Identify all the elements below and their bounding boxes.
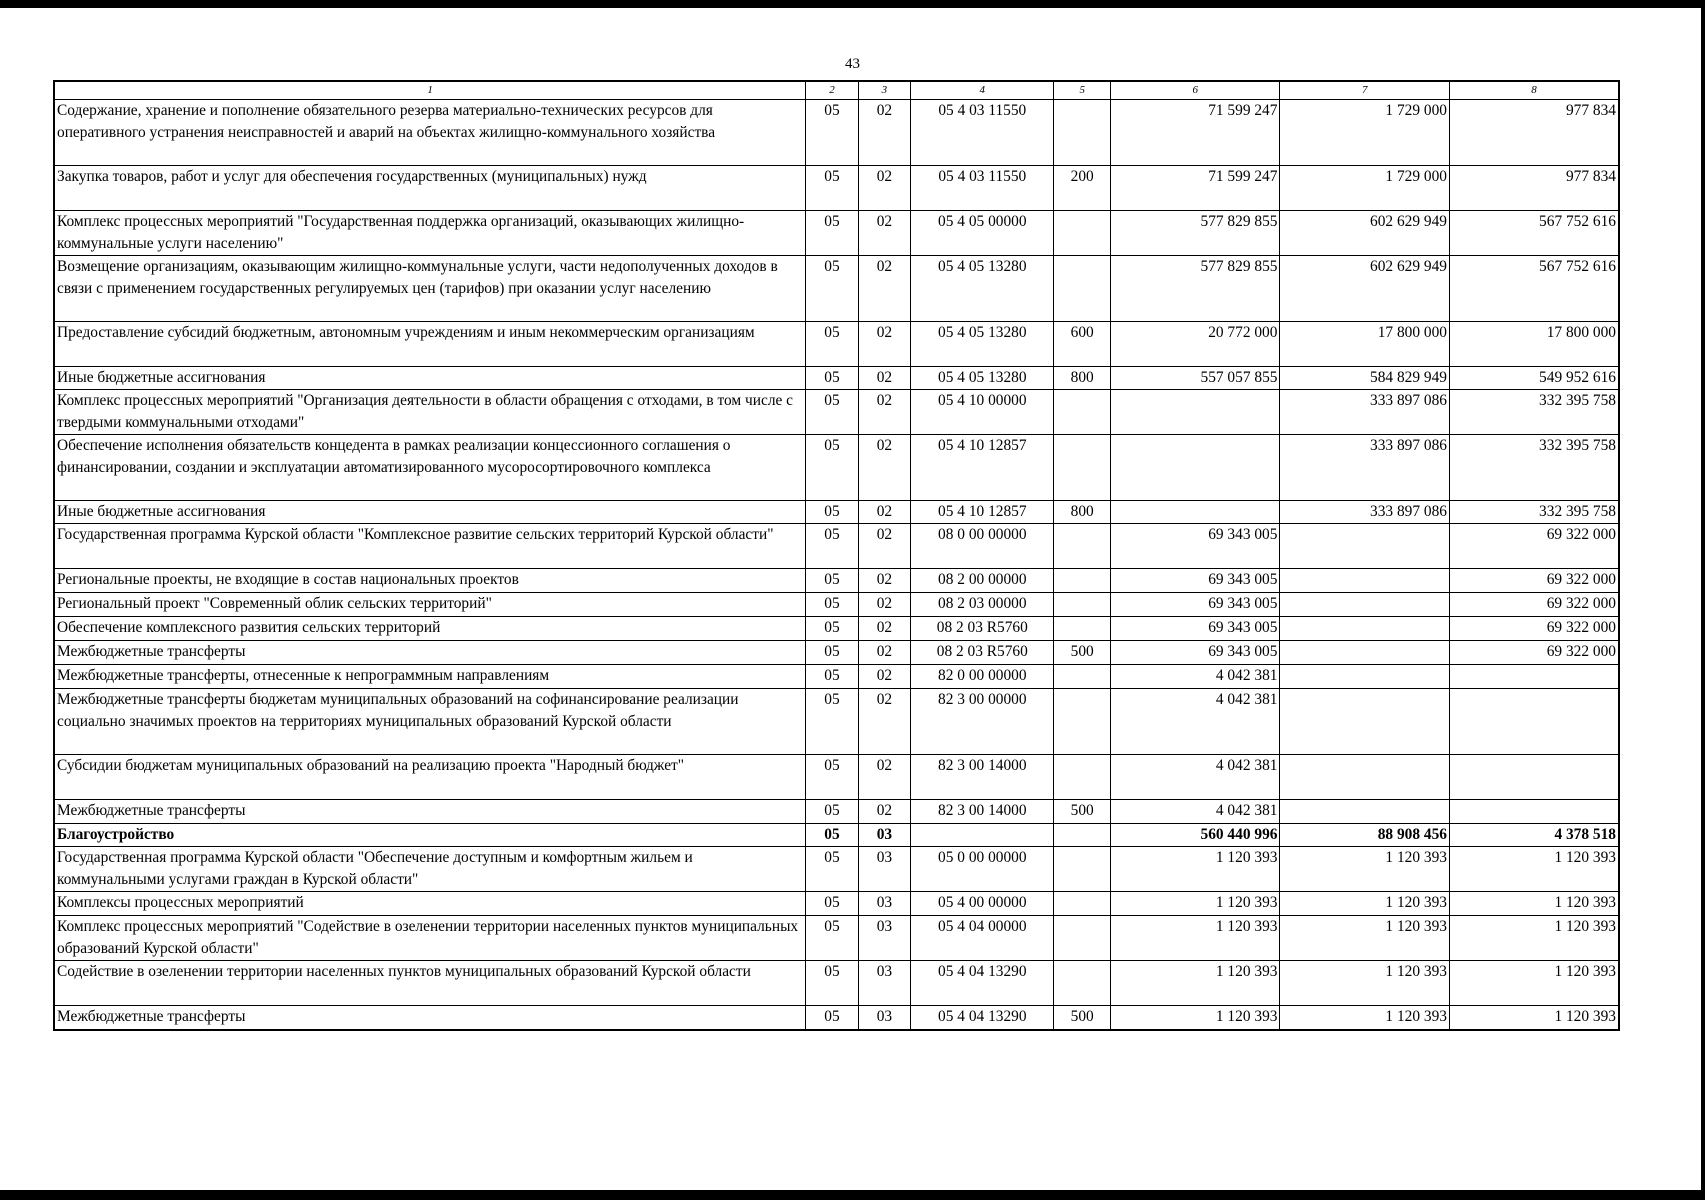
cell-subsection: 02 <box>858 524 910 569</box>
cell-section: 05 <box>806 593 858 617</box>
cell-amount-col8 <box>1449 755 1619 800</box>
cell-amount-col8: 1 120 393 <box>1449 892 1619 916</box>
cell-amount-col7: 1 120 393 <box>1280 847 1450 892</box>
cell-amount-col8: 977 834 <box>1449 100 1619 166</box>
cell-subsection: 02 <box>858 569 910 593</box>
cell-amount-col6: 69 343 005 <box>1110 641 1280 665</box>
cell-target-article: 05 4 04 00000 <box>911 916 1054 961</box>
cell-name: Предоставление субсидий бюджетным, автономным учреждениям и иным некоммерческим организациям <box>54 322 806 367</box>
table-row <box>54 390 1619 435</box>
cell-name: Иные бюджетные ассигнования <box>54 367 806 390</box>
cell-amount-col6: 560 440 996 <box>1110 824 1280 847</box>
cell-name: Государственная программа Курской области "Комплексное развитие сельских территорий Курской области" <box>54 524 806 569</box>
cell-amount-col7 <box>1280 569 1450 593</box>
table-row <box>54 617 1619 641</box>
cell-name: Межбюджетные трансферты бюджетам муниципальных образований на софинансирование реализации социально значимых проектов на территориях муниципальных образований Курской области <box>54 689 806 755</box>
table-row <box>54 322 1619 367</box>
cell-amount-col8 <box>1449 689 1619 755</box>
column-number-header-row <box>54 81 1619 100</box>
cell-amount-col8: 567 752 616 <box>1449 211 1619 256</box>
cell-target-article <box>911 824 1054 847</box>
cell-section: 05 <box>806 1006 858 1030</box>
cell-subsection: 02 <box>858 593 910 617</box>
cell-name: Субсидии бюджетам муниципальных образований на реализацию проекта "Народный бюджет" <box>54 755 806 800</box>
cell-expense-type <box>1054 847 1111 892</box>
cell-amount-col7: 88 908 456 <box>1280 824 1450 847</box>
cell-amount-col8: 567 752 616 <box>1449 256 1619 322</box>
cell-expense-type <box>1054 689 1111 755</box>
cell-expense-type <box>1054 961 1111 1006</box>
cell-name: Комплекс процессных мероприятий "Государственная поддержка организаций, оказывающих жилищно-коммунальные услуги населению" <box>54 211 806 256</box>
cell-target-article: 08 2 03 R5760 <box>911 617 1054 641</box>
cell-section: 05 <box>806 256 858 322</box>
cell-amount-col7: 602 629 949 <box>1280 256 1450 322</box>
table-row <box>54 847 1619 892</box>
cell-name: Региональные проекты, не входящие в состав национальных проектов <box>54 569 806 593</box>
table-row <box>54 100 1619 166</box>
cell-section: 05 <box>806 569 858 593</box>
scan-border-right <box>1701 0 1705 1200</box>
cell-expense-type <box>1054 617 1111 641</box>
cell-amount-col6: 4 042 381 <box>1110 755 1280 800</box>
cell-expense-type <box>1054 524 1111 569</box>
cell-expense-type <box>1054 435 1111 501</box>
cell-section: 05 <box>806 501 858 524</box>
cell-amount-col6: 1 120 393 <box>1110 847 1280 892</box>
header-col-3: 3 <box>858 81 910 100</box>
cell-expense-type <box>1054 569 1111 593</box>
cell-name: Обеспечение комплексного развития сельских территорий <box>54 617 806 641</box>
cell-amount-col6: 577 829 855 <box>1110 256 1280 322</box>
table-row <box>54 824 1619 847</box>
header-col-1: 1 <box>54 81 806 100</box>
cell-amount-col8: 69 322 000 <box>1449 617 1619 641</box>
table-row <box>54 593 1619 617</box>
cell-section: 05 <box>806 166 858 211</box>
table-row <box>54 755 1619 800</box>
cell-name: Государственная программа Курской области "Обеспечение доступным и комфортным жильем и коммунальными услугами граждан в Курской области" <box>54 847 806 892</box>
cell-expense-type: 500 <box>1054 800 1111 824</box>
cell-amount-col7: 602 629 949 <box>1280 211 1450 256</box>
cell-expense-type: 800 <box>1054 501 1111 524</box>
cell-target-article: 05 4 05 00000 <box>911 211 1054 256</box>
cell-subsection: 02 <box>858 665 910 689</box>
table-row <box>54 211 1619 256</box>
cell-subsection: 03 <box>858 892 910 916</box>
cell-section: 05 <box>806 100 858 166</box>
cell-expense-type <box>1054 916 1111 961</box>
cell-amount-col7: 1 729 000 <box>1280 100 1450 166</box>
cell-target-article: 05 4 04 13290 <box>911 1006 1054 1030</box>
cell-expense-type: 800 <box>1054 367 1111 390</box>
cell-amount-col8: 1 120 393 <box>1449 961 1619 1006</box>
cell-subsection: 03 <box>858 961 910 1006</box>
cell-amount-col7: 1 120 393 <box>1280 892 1450 916</box>
cell-name: Содержание, хранение и пополнение обязательного резерва материально-технических ресурсов для оперативного устранения неисправностей и аварий на объектах жилищно-коммунального хозяйства <box>54 100 806 166</box>
cell-name: Региональный проект "Современный облик сельских территорий" <box>54 593 806 617</box>
cell-expense-type <box>1054 665 1111 689</box>
cell-target-article: 82 0 00 00000 <box>911 665 1054 689</box>
cell-amount-col8: 69 322 000 <box>1449 593 1619 617</box>
cell-amount-col6: 4 042 381 <box>1110 689 1280 755</box>
cell-section: 05 <box>806 847 858 892</box>
cell-target-article: 08 2 00 00000 <box>911 569 1054 593</box>
budget-table <box>53 80 1620 1031</box>
cell-amount-col7: 1 120 393 <box>1280 1006 1450 1030</box>
cell-amount-col7: 333 897 086 <box>1280 435 1450 501</box>
cell-subsection: 02 <box>858 641 910 665</box>
cell-amount-col6: 1 120 393 <box>1110 892 1280 916</box>
cell-subsection: 02 <box>858 755 910 800</box>
page-number <box>0 56 1705 73</box>
cell-expense-type <box>1054 593 1111 617</box>
table-row <box>54 916 1619 961</box>
cell-amount-col7: 17 800 000 <box>1280 322 1450 367</box>
table-row <box>54 892 1619 916</box>
cell-amount-col6: 4 042 381 <box>1110 800 1280 824</box>
cell-subsection: 02 <box>858 800 910 824</box>
cell-amount-col8: 977 834 <box>1449 166 1619 211</box>
cell-amount-col6: 577 829 855 <box>1110 211 1280 256</box>
cell-amount-col8: 332 395 758 <box>1449 390 1619 435</box>
cell-target-article: 05 4 00 00000 <box>911 892 1054 916</box>
cell-amount-col6: 1 120 393 <box>1110 916 1280 961</box>
cell-section: 05 <box>806 524 858 569</box>
cell-amount-col7: 333 897 086 <box>1280 501 1450 524</box>
cell-amount-col8: 17 800 000 <box>1449 322 1619 367</box>
table-row <box>54 1006 1619 1030</box>
table-row <box>54 524 1619 569</box>
cell-amount-col7 <box>1280 689 1450 755</box>
cell-expense-type <box>1054 824 1111 847</box>
cell-target-article: 82 3 00 14000 <box>911 755 1054 800</box>
cell-name: Обеспечение исполнения обязательств концедента в рамках реализации концессионного соглашения о финансировании, создании и эксплуатации автоматизированного мусоросортировочного комплекса <box>54 435 806 501</box>
cell-subsection: 02 <box>858 100 910 166</box>
cell-amount-col7 <box>1280 665 1450 689</box>
table-row <box>54 641 1619 665</box>
table-row <box>54 961 1619 1006</box>
cell-section: 05 <box>806 961 858 1006</box>
table-row <box>54 665 1619 689</box>
cell-amount-col6: 69 343 005 <box>1110 593 1280 617</box>
cell-amount-col8: 69 322 000 <box>1449 569 1619 593</box>
cell-amount-col7: 1 120 393 <box>1280 961 1450 1006</box>
cell-amount-col6 <box>1110 390 1280 435</box>
cell-subsection: 03 <box>858 1006 910 1030</box>
header-col-8: 8 <box>1449 81 1619 100</box>
cell-subsection: 02 <box>858 211 910 256</box>
cell-section: 05 <box>806 641 858 665</box>
cell-amount-col8: 1 120 393 <box>1449 916 1619 961</box>
table-row <box>54 256 1619 322</box>
scan-border-bottom <box>0 1190 1705 1200</box>
table-row <box>54 569 1619 593</box>
cell-target-article: 05 4 05 13280 <box>911 322 1054 367</box>
cell-subsection: 02 <box>858 256 910 322</box>
cell-amount-col6: 71 599 247 <box>1110 166 1280 211</box>
cell-amount-col7 <box>1280 800 1450 824</box>
header-col-2: 2 <box>806 81 858 100</box>
cell-amount-col7: 1 120 393 <box>1280 916 1450 961</box>
header-col-5: 5 <box>1054 81 1111 100</box>
cell-expense-type <box>1054 755 1111 800</box>
cell-name: Иные бюджетные ассигнования <box>54 501 806 524</box>
cell-amount-col6: 1 120 393 <box>1110 1006 1280 1030</box>
cell-expense-type <box>1054 100 1111 166</box>
cell-subsection: 02 <box>858 166 910 211</box>
cell-expense-type: 200 <box>1054 166 1111 211</box>
cell-section: 05 <box>806 665 858 689</box>
cell-amount-col7: 333 897 086 <box>1280 390 1450 435</box>
table-row <box>54 435 1619 501</box>
cell-target-article: 08 0 00 00000 <box>911 524 1054 569</box>
page-number-text: 43 <box>845 56 860 72</box>
cell-amount-col8: 1 120 393 <box>1449 847 1619 892</box>
cell-expense-type <box>1054 390 1111 435</box>
cell-amount-col8: 69 322 000 <box>1449 641 1619 665</box>
cell-name: Возмещение организациям, оказывающим жилищно-коммунальные услуги, части недополученных доходов в связи с применением государственных регулируемых цен (тарифов) при оказании услуг населению <box>54 256 806 322</box>
cell-expense-type <box>1054 211 1111 256</box>
cell-subsection: 03 <box>858 916 910 961</box>
cell-amount-col6: 4 042 381 <box>1110 665 1280 689</box>
table-row <box>54 800 1619 824</box>
cell-amount-col6: 1 120 393 <box>1110 961 1280 1006</box>
cell-name: Межбюджетные трансферты, отнесенные к непрограммным направлениям <box>54 665 806 689</box>
scan-border-top <box>0 0 1705 8</box>
cell-section: 05 <box>806 617 858 641</box>
cell-target-article: 05 4 04 13290 <box>911 961 1054 1006</box>
cell-section: 05 <box>806 916 858 961</box>
cell-section: 05 <box>806 367 858 390</box>
cell-expense-type <box>1054 256 1111 322</box>
cell-amount-col6: 557 057 855 <box>1110 367 1280 390</box>
table-row <box>54 501 1619 524</box>
cell-name: Межбюджетные трансферты <box>54 641 806 665</box>
cell-subsection: 02 <box>858 689 910 755</box>
cell-amount-col8: 332 395 758 <box>1449 435 1619 501</box>
cell-amount-col6 <box>1110 435 1280 501</box>
cell-amount-col6: 71 599 247 <box>1110 100 1280 166</box>
cell-name: Комплекс процессных мероприятий "Организация деятельности в области обращения с отходами, в том числе с твердыми коммунальными отходами" <box>54 390 806 435</box>
table-row <box>54 689 1619 755</box>
cell-target-article: 82 3 00 00000 <box>911 689 1054 755</box>
cell-name: Комплексы процессных мероприятий <box>54 892 806 916</box>
cell-amount-col8: 4 378 518 <box>1449 824 1619 847</box>
cell-name: Комплекс процессных мероприятий "Содействие в озеленении территории населенных пунктов муниципальных образований Курской области" <box>54 916 806 961</box>
table-row <box>54 367 1619 390</box>
cell-amount-col7 <box>1280 641 1450 665</box>
cell-subsection: 02 <box>858 501 910 524</box>
cell-subsection: 02 <box>858 435 910 501</box>
cell-section: 05 <box>806 689 858 755</box>
cell-amount-col7 <box>1280 593 1450 617</box>
cell-expense-type: 500 <box>1054 1006 1111 1030</box>
header-col-4: 4 <box>911 81 1054 100</box>
cell-target-article: 05 4 03 11550 <box>911 100 1054 166</box>
cell-amount-col8 <box>1449 665 1619 689</box>
cell-target-article: 05 0 00 00000 <box>911 847 1054 892</box>
cell-subsection: 03 <box>858 847 910 892</box>
cell-subsection: 02 <box>858 390 910 435</box>
cell-amount-col8: 332 395 758 <box>1449 501 1619 524</box>
cell-amount-col6: 69 343 005 <box>1110 617 1280 641</box>
cell-expense-type: 500 <box>1054 641 1111 665</box>
cell-expense-type: 600 <box>1054 322 1111 367</box>
cell-target-article: 05 4 05 13280 <box>911 256 1054 322</box>
cell-target-article: 05 4 10 12857 <box>911 501 1054 524</box>
header-col-7: 7 <box>1280 81 1450 100</box>
cell-section: 05 <box>806 800 858 824</box>
cell-subsection: 02 <box>858 367 910 390</box>
cell-target-article: 05 4 10 00000 <box>911 390 1054 435</box>
cell-section: 05 <box>806 824 858 847</box>
cell-amount-col7 <box>1280 524 1450 569</box>
cell-amount-col8: 1 120 393 <box>1449 1006 1619 1030</box>
cell-amount-col6 <box>1110 501 1280 524</box>
cell-amount-col8 <box>1449 800 1619 824</box>
cell-name: Межбюджетные трансферты <box>54 800 806 824</box>
header-col-6: 6 <box>1110 81 1280 100</box>
cell-section: 05 <box>806 435 858 501</box>
cell-subsection: 02 <box>858 617 910 641</box>
cell-amount-col6: 69 343 005 <box>1110 569 1280 593</box>
cell-amount-col6: 20 772 000 <box>1110 322 1280 367</box>
cell-target-article: 08 2 03 00000 <box>911 593 1054 617</box>
cell-amount-col8: 549 952 616 <box>1449 367 1619 390</box>
table-row <box>54 166 1619 211</box>
cell-amount-col7 <box>1280 755 1450 800</box>
cell-section: 05 <box>806 322 858 367</box>
cell-amount-col8: 69 322 000 <box>1449 524 1619 569</box>
cell-subsection: 02 <box>858 322 910 367</box>
cell-name: Межбюджетные трансферты <box>54 1006 806 1030</box>
cell-name: Содействие в озеленении территории населенных пунктов муниципальных образований Курской области <box>54 961 806 1006</box>
cell-amount-col6: 69 343 005 <box>1110 524 1280 569</box>
cell-target-article: 82 3 00 14000 <box>911 800 1054 824</box>
cell-section: 05 <box>806 892 858 916</box>
cell-target-article: 08 2 03 R5760 <box>911 641 1054 665</box>
cell-section: 05 <box>806 390 858 435</box>
cell-target-article: 05 4 03 11550 <box>911 166 1054 211</box>
cell-name: Благоустройство <box>54 824 806 847</box>
cell-amount-col7: 1 729 000 <box>1280 166 1450 211</box>
cell-target-article: 05 4 10 12857 <box>911 435 1054 501</box>
cell-section: 05 <box>806 211 858 256</box>
cell-amount-col7: 584 829 949 <box>1280 367 1450 390</box>
cell-amount-col7 <box>1280 617 1450 641</box>
cell-subsection: 03 <box>858 824 910 847</box>
cell-expense-type <box>1054 892 1111 916</box>
cell-section: 05 <box>806 755 858 800</box>
cell-target-article: 05 4 05 13280 <box>911 367 1054 390</box>
table-body <box>54 100 1619 1030</box>
cell-name: Закупка товаров, работ и услуг для обеспечения государственных (муниципальных) нужд <box>54 166 806 211</box>
